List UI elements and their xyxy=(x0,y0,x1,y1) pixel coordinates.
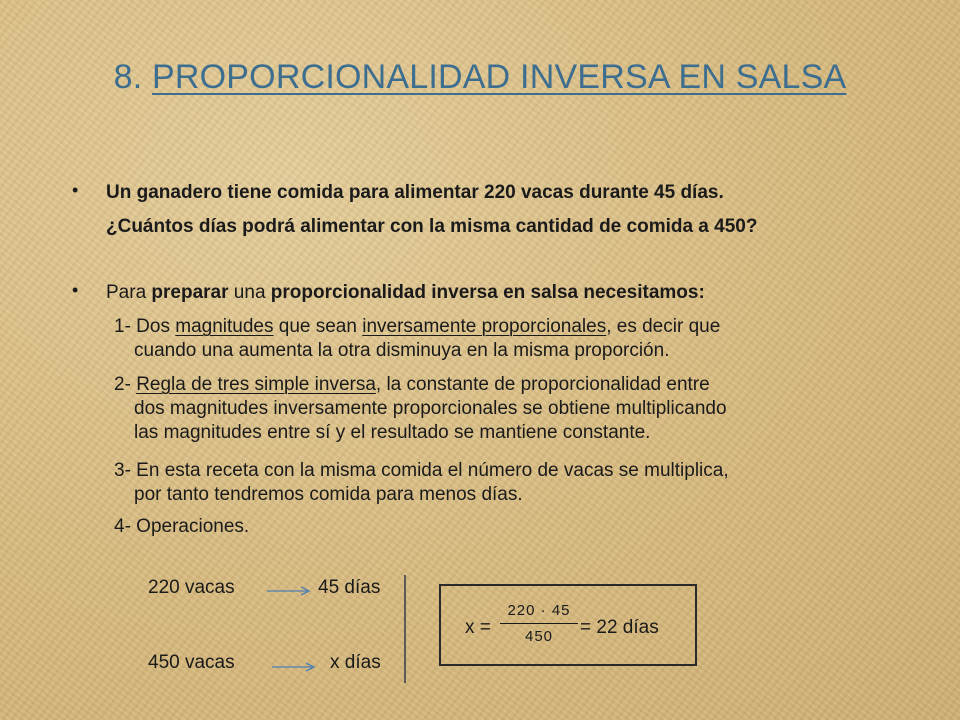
step-text: , es decir que xyxy=(606,316,721,337)
title-text: PROPORCIONALIDAD INVERSA EN SALSA xyxy=(152,58,847,96)
divider-line xyxy=(404,575,406,683)
intro-text: una xyxy=(228,282,271,303)
step-3 xyxy=(114,459,934,507)
fraction-denominator: 450 xyxy=(524,628,554,645)
step-4: 4- Operaciones. xyxy=(114,516,250,537)
formula-lhs: x = xyxy=(465,617,491,638)
step-3-continuation: por tanto tendremos comida para menos días. xyxy=(134,484,523,505)
arrow-icon xyxy=(265,581,313,597)
row2-dias: x días xyxy=(330,652,381,673)
step-2-continuation: las magnitudes entre sí y el resultado se mantiene constante. xyxy=(134,422,651,443)
fraction-numerator: 220 · 45 xyxy=(507,602,571,619)
step-2 xyxy=(114,373,934,445)
formula-fraction xyxy=(500,602,578,646)
intro-text: Para xyxy=(106,282,152,303)
step-text: que sean xyxy=(273,316,363,337)
term-regla-de-tres: Regla de tres simple inversa xyxy=(136,374,376,395)
arrow-icon xyxy=(270,657,318,673)
fraction-bar xyxy=(500,623,578,624)
problem-line-1: Un ganadero tiene comida para alimentar 220 vacas durante 45 días. xyxy=(106,182,724,203)
row1-dias: 45 días xyxy=(318,577,381,598)
bullet-dot: • xyxy=(72,280,79,300)
term-inversamente-proporcionales: inversamente proporcionales xyxy=(362,316,607,337)
formula-result: = 22 días xyxy=(580,617,659,638)
problem-statement xyxy=(106,180,906,240)
intro-bold: proporcionalidad inversa en salsa necesitamos: xyxy=(270,282,705,303)
term-magnitudes: magnitudes xyxy=(175,316,274,337)
step-1-continuation: cuando una aumenta la otra disminuya en la misma proporción. xyxy=(134,340,670,361)
title-number: 8. xyxy=(113,58,143,96)
step-3-line: 3- En esta receta con la misma comida el número de vacas se multiplica, xyxy=(114,460,729,481)
row1-vacas: 220 vacas xyxy=(148,577,235,598)
step-1 xyxy=(114,315,914,363)
intro-bold: preparar xyxy=(151,282,229,303)
step-text: 2- xyxy=(114,374,137,395)
step-text: , la constante de proporcionalidad entre xyxy=(375,374,710,395)
slide-title xyxy=(0,58,960,97)
row2-vacas: 450 vacas xyxy=(148,652,235,673)
step-text: 1- Dos xyxy=(114,316,176,337)
step-2-continuation: dos magnitudes inversamente proporcionales se obtiene multiplicando xyxy=(134,398,727,419)
bullet-dot: • xyxy=(72,180,79,200)
problem-line-2: ¿Cuántos días podrá alimentar con la misma cantidad de comida a 450? xyxy=(106,216,758,237)
intro-line xyxy=(106,280,906,306)
